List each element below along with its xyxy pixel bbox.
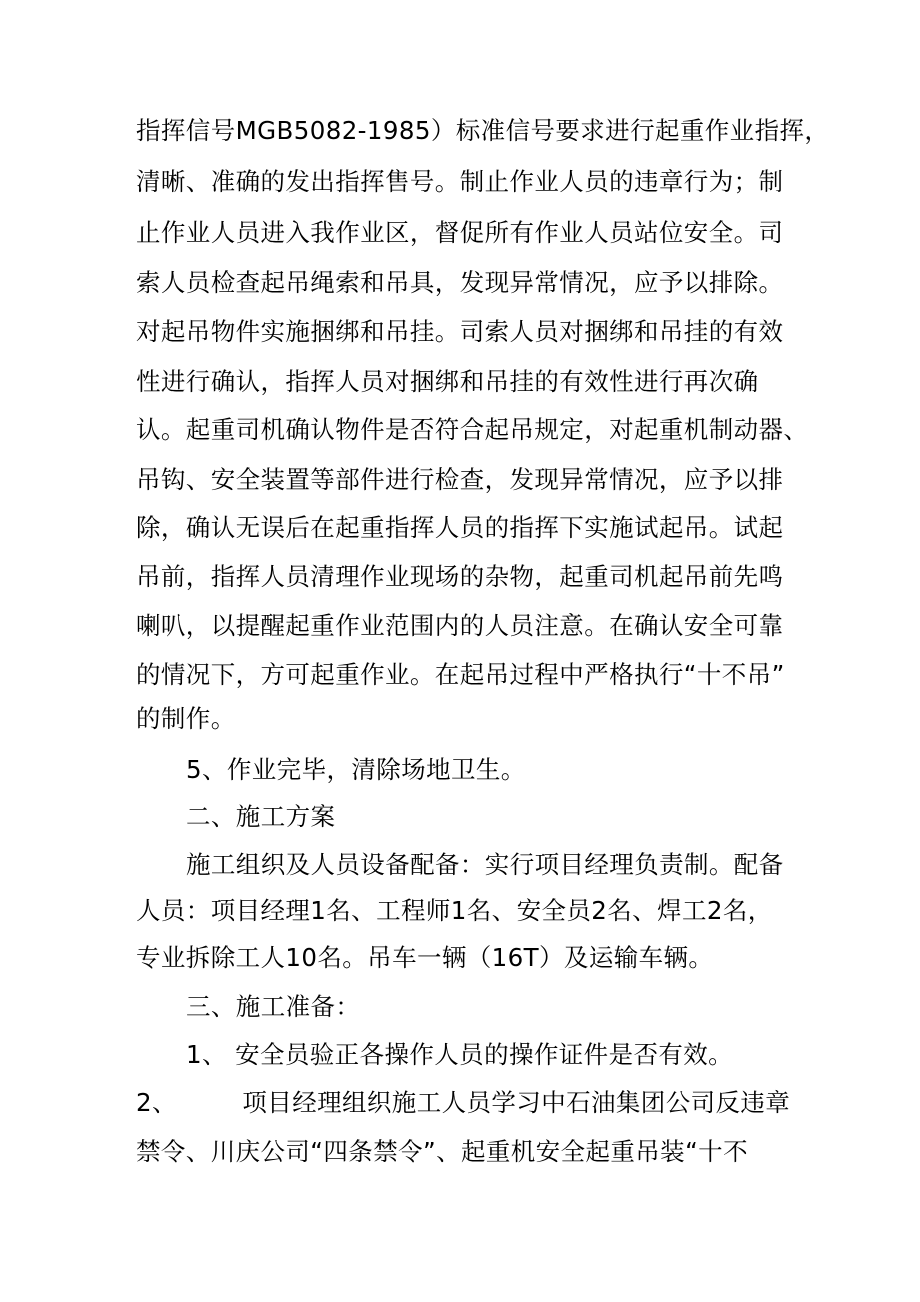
text-line: 的情况下，方可起重作业。在起吊过程中严格执行“十不吊” bbox=[136, 660, 785, 689]
text-line: 除，确认无误后在起重指挥人员的指挥下实施试起吊。试起 bbox=[136, 513, 784, 542]
paragraph-start: 施工组织及人员设备配备：实行项目经理负责制。配备 bbox=[186, 850, 784, 879]
list-item-2: 2、 项目经理组织施工人员学习中石油集团公司反违章 bbox=[136, 1088, 791, 1117]
text-line: 性进行确认，指挥人员对捆绑和吊挂的有效性进行再次确 bbox=[136, 367, 759, 396]
text-line: 认。起重司机确认物件是否符合起吊规定，对起重机制动器、 bbox=[136, 415, 809, 444]
list-item-1: 1、 安全员验正各操作人员的操作证件是否有效。 bbox=[186, 1040, 734, 1069]
text-line: 对起吊物件实施捆绑和吊挂。司索人员对捆绑和吊挂的有效 bbox=[136, 317, 784, 346]
text-line: 止作业人员进入我作业区，督促所有作业人员站位安全。司 bbox=[136, 218, 784, 247]
text-line: 禁令、川庆公司“四条禁令”、起重机安全起重吊装“十不 bbox=[136, 1137, 748, 1166]
text-line: 清晰、准确的发出指挥售号。制止作业人员的违章行为；制 bbox=[136, 167, 784, 196]
text-line: 人员：项目经理1名、工程师1名、安全员2名、焊工2名， bbox=[136, 896, 773, 925]
section-heading-3: 三、施工准备： bbox=[186, 992, 361, 1021]
section-heading-2: 二、施工方案 bbox=[186, 802, 336, 831]
list-item-5: 5、作业完毕，清除场地卫生。 bbox=[186, 755, 526, 784]
text-line: 的制作。 bbox=[136, 704, 236, 733]
text-line: 吊钩、安全装置等部件进行检查，发现异常情况，应予以排 bbox=[136, 465, 784, 494]
text-line: 吊前，指挥人员清理作业现场的杂物，起重司机起吊前先鸣 bbox=[136, 562, 784, 591]
text-line: 索人员检查起吊绳索和吊具，发现异常情况，应予以排除。 bbox=[136, 268, 784, 297]
text-line: 喇叭，以提醒起重作业范围内的人员注意。在确认安全可靠 bbox=[136, 611, 784, 640]
text-line: 指挥信号MGB5082-1985）标准信号要求进行起重作业指挥， bbox=[136, 116, 830, 145]
text-line: 专业拆除工人10名。吊车一辆（16T）及运输车辆。 bbox=[136, 943, 714, 972]
